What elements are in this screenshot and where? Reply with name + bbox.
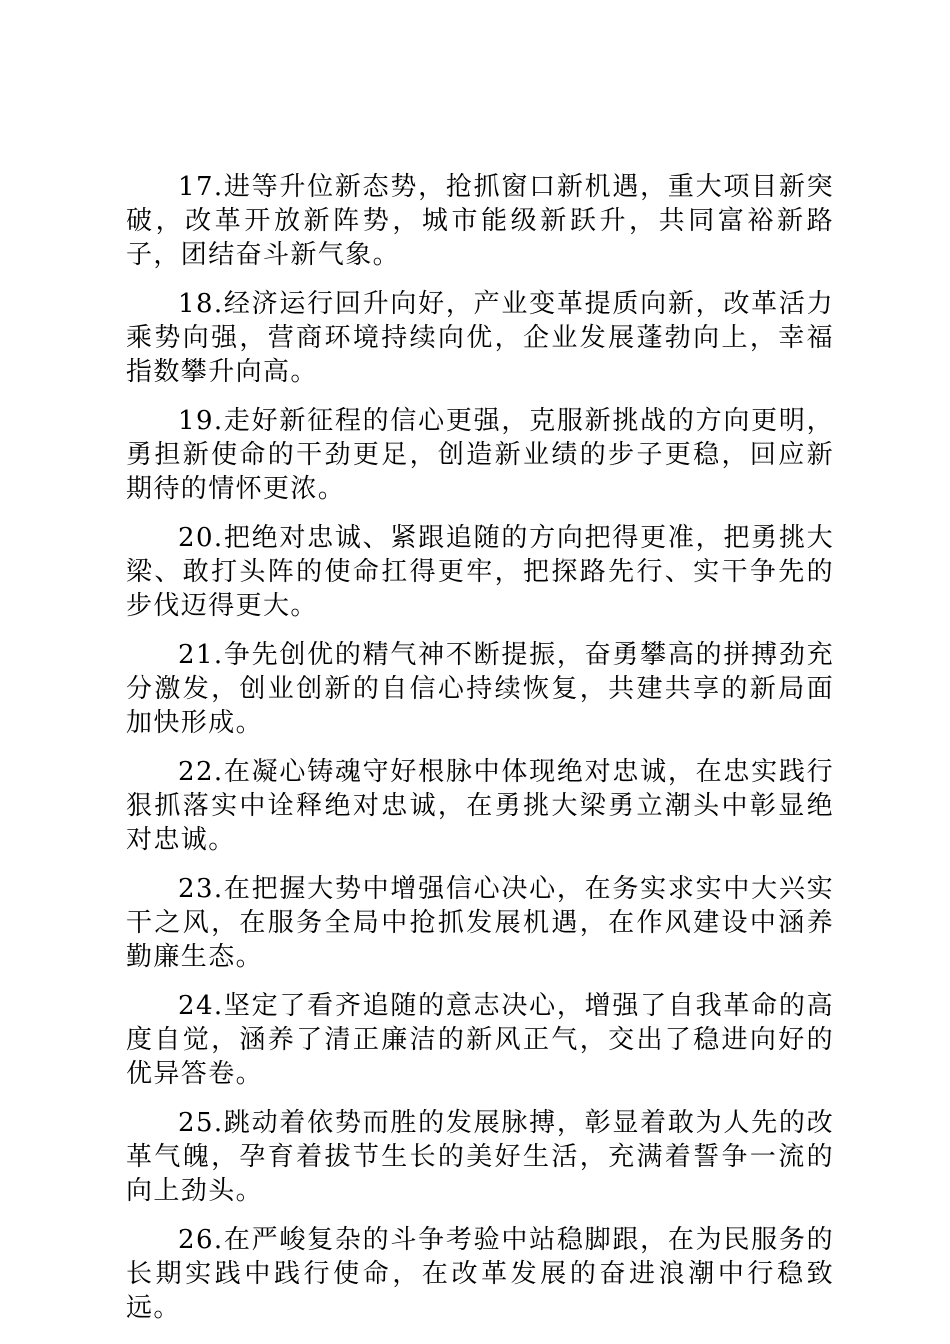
document-page	[126, 170, 834, 1340]
paragraph-18: 18.经济运行回升向好，产业变革提质向新，改革活力乘势向强，营商环境持续向优，企业发展蓬勃向上，幸福指数攀升向高。	[126, 289, 834, 387]
paragraph-19: 19.走好新征程的信心更强，克服新挑战的方向更明，勇担新使命的干劲更足，创造新业绩的步子更稳，回应新期待的情怀更浓。	[126, 406, 834, 504]
paragraph-22: 22.在凝心铸魂守好根脉中体现绝对忠诚，在忠实践行狠抓落实中诠释绝对忠诚，在勇挑大梁勇立潮头中彰显绝对忠诚。	[126, 757, 834, 855]
paragraph-21: 21.争先创优的精气神不断提振，奋勇攀高的拼搏劲充分激发，创业创新的自信心持续恢复，共建共享的新局面加快形成。	[126, 640, 834, 738]
paragraph-20: 20.把绝对忠诚、紧跟追随的方向把得更准，把勇挑大梁、敢打头阵的使命扛得更牢，把探路先行、实干争先的步伐迈得更大。	[126, 523, 834, 621]
paragraph-24: 24.坚定了看齐追随的意志决心，增强了自我革命的高度自觉，涵养了清正廉洁的新风正气，交出了稳进向好的优异答卷。	[126, 991, 834, 1089]
paragraph-25: 25.跳动着依势而胜的发展脉搏，彰显着敢为人先的改革气魄，孕育着拔节生长的美好生活，充满着誓争一流的向上劲头。	[126, 1108, 834, 1206]
paragraph-23: 23.在把握大势中增强信心决心，在务实求实中大兴实干之风，在服务全局中抢抓发展机遇，在作风建设中涵养勤廉生态。	[126, 874, 834, 972]
paragraph-26: 26.在严峻复杂的斗争考验中站稳脚跟，在为民服务的长期实践中践行使命，在改革发展的奋进浪潮中行稳致远。	[126, 1225, 834, 1323]
paragraph-17: 17.进等升位新态势，抢抓窗口新机遇，重大项目新突破，改革开放新阵势，城市能级新跃升，共同富裕新路子，团结奋斗新气象。	[126, 172, 834, 270]
